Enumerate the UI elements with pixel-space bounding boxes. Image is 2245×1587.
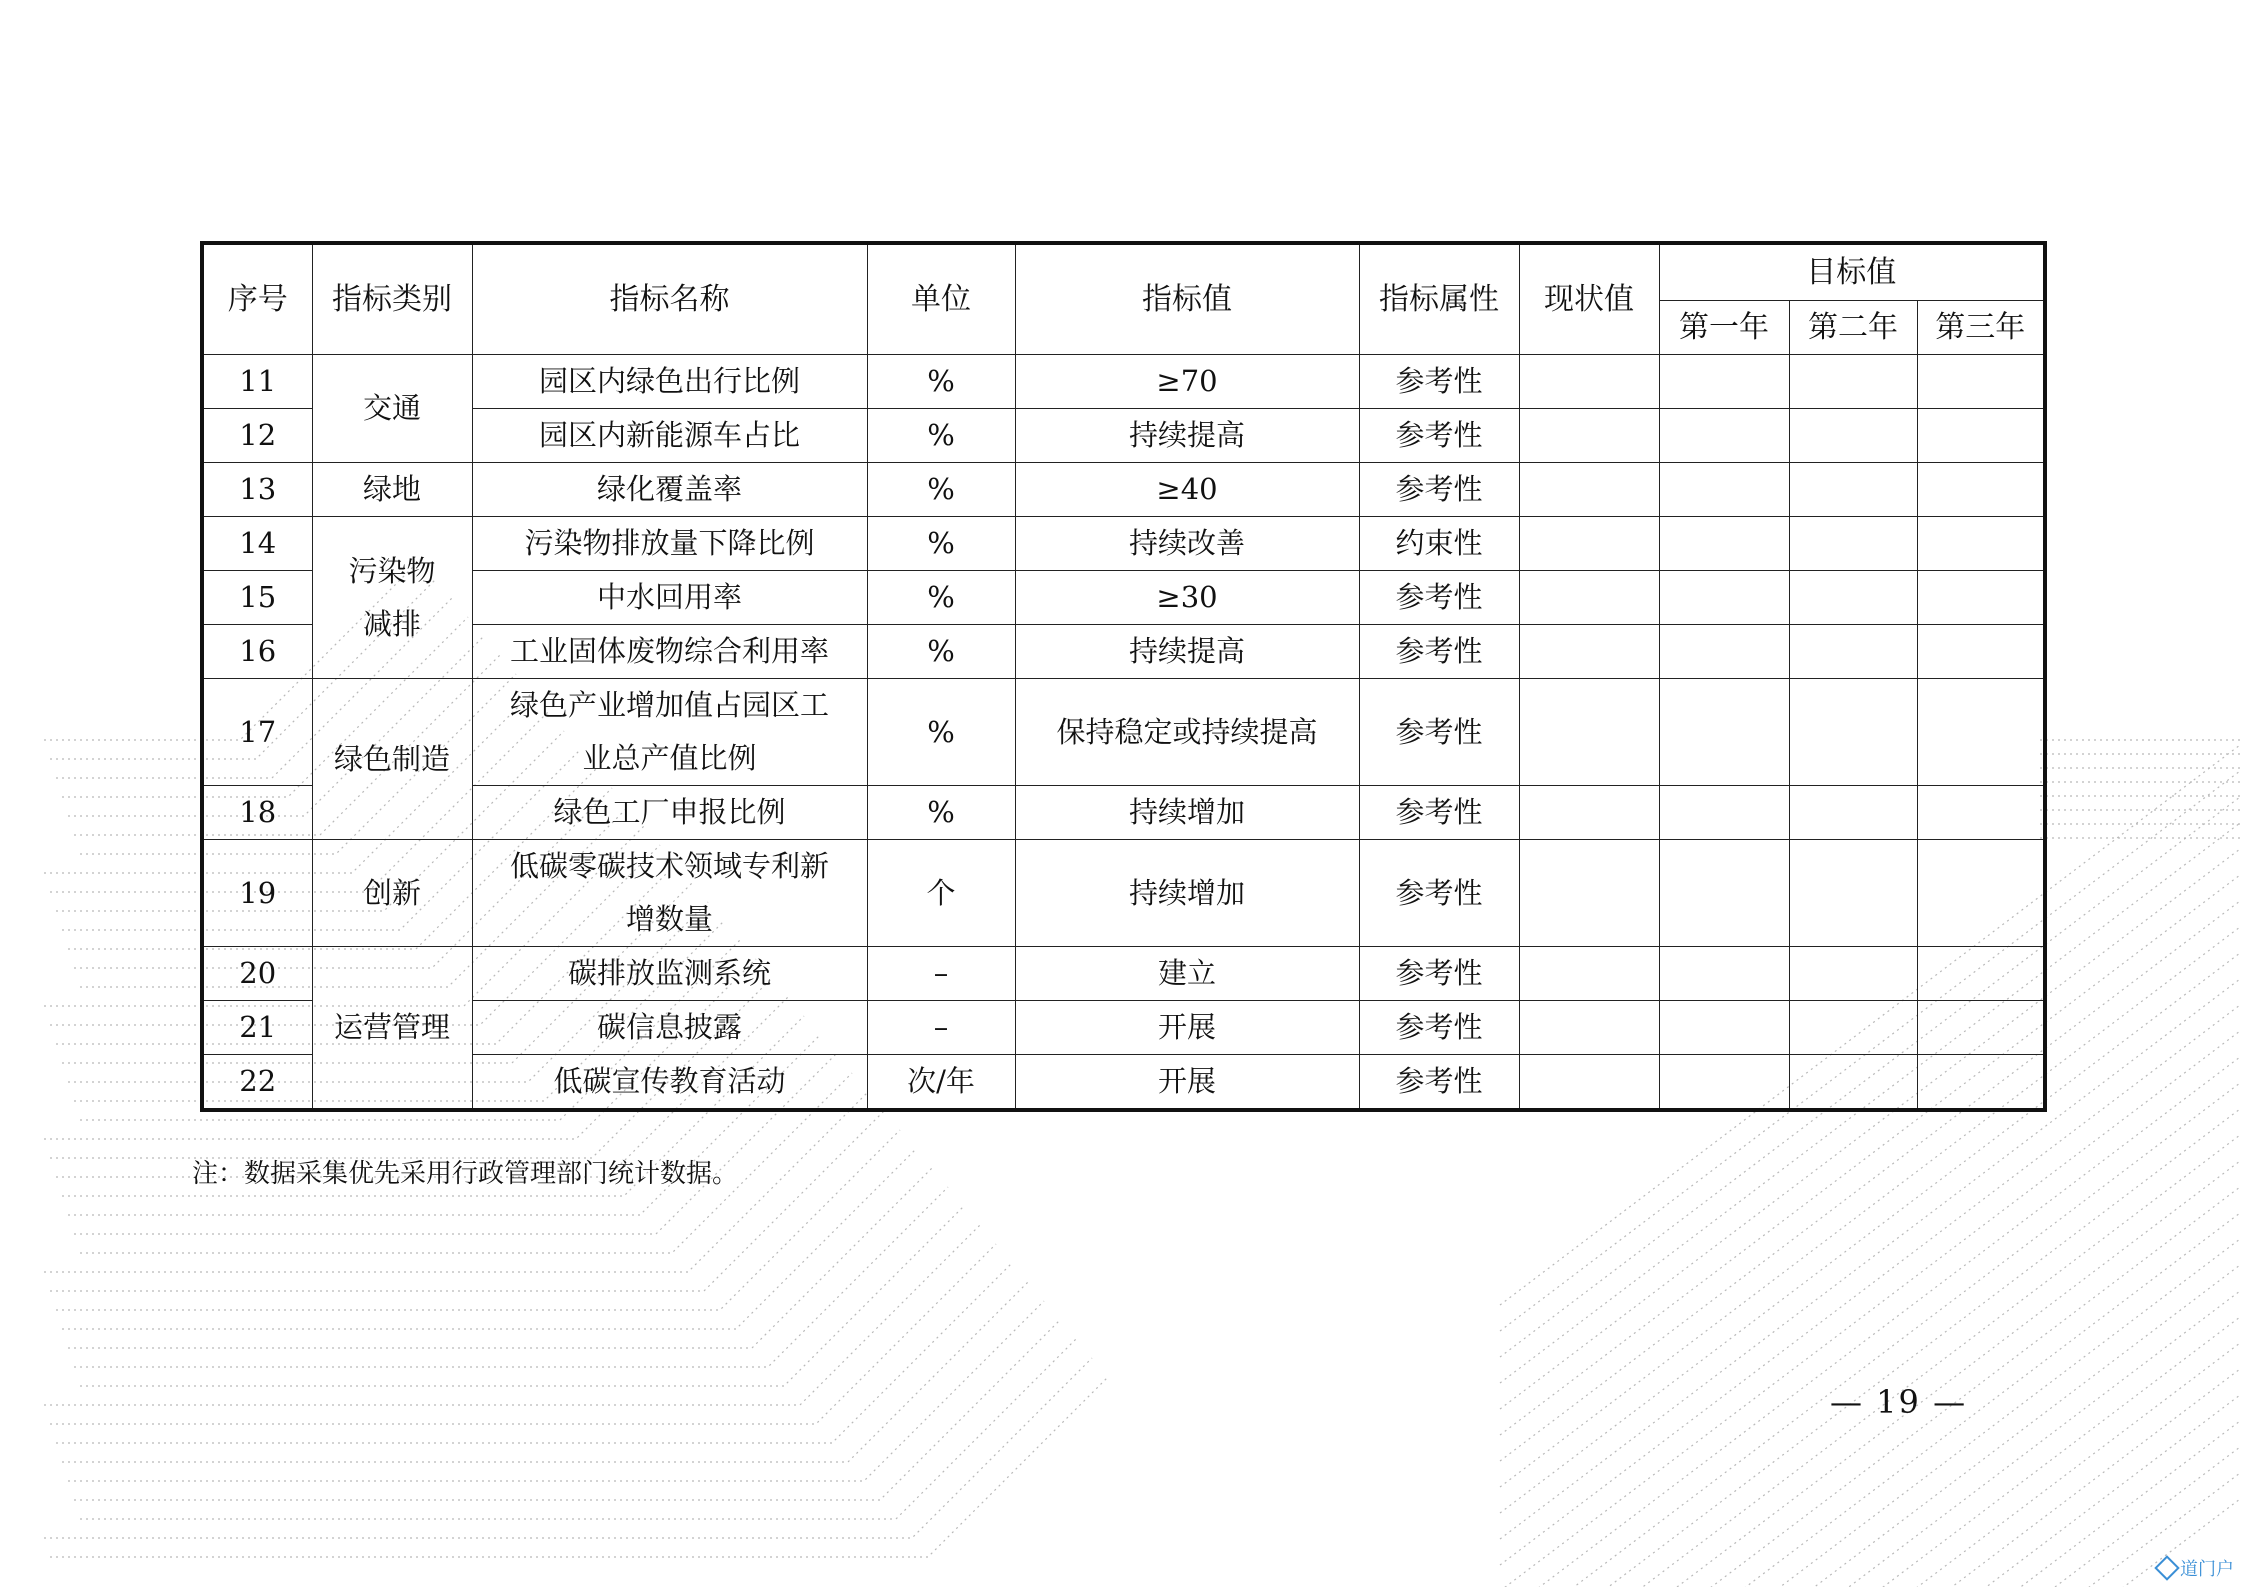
unit-cell: 个 xyxy=(867,840,1015,947)
category-cell: 污染物 减排 xyxy=(312,517,472,679)
value-cell: 持续提高 xyxy=(1015,625,1359,679)
header-name: 指标名称 xyxy=(472,243,867,355)
year2-cell xyxy=(1789,1055,1917,1111)
seq-cell: 14 xyxy=(202,517,312,571)
indicator-table xyxy=(200,241,2047,1112)
seq-cell: 15 xyxy=(202,571,312,625)
seq-cell: 20 xyxy=(202,947,312,1001)
current-cell xyxy=(1519,840,1659,947)
value-cell: 持续增加 xyxy=(1015,840,1359,947)
unit-cell: % xyxy=(867,625,1015,679)
year2-cell xyxy=(1789,947,1917,1001)
year2-cell xyxy=(1789,679,1917,786)
unit-cell: 次/年 xyxy=(867,1055,1015,1111)
year2-cell xyxy=(1789,355,1917,409)
name-cell: 工业固体废物综合利用率 xyxy=(472,625,867,679)
indicator-table-wrapper xyxy=(200,241,2043,1112)
header-attribute: 指标属性 xyxy=(1359,243,1519,355)
seq-cell: 19 xyxy=(202,840,312,947)
name-cell: 低碳零碳技术领域专利新 增数量 xyxy=(472,840,867,947)
seq-cell: 21 xyxy=(202,1001,312,1055)
table-row xyxy=(202,625,2045,679)
year1-cell xyxy=(1659,571,1789,625)
seq-cell: 11 xyxy=(202,355,312,409)
header-year3: 第三年 xyxy=(1917,301,2045,355)
year1-cell xyxy=(1659,463,1789,517)
unit-cell: – xyxy=(867,1001,1015,1055)
table-note: 注：数据采集优先采用行政管理部门统计数据。 xyxy=(192,1159,739,1189)
attribute-cell: 参考性 xyxy=(1359,947,1519,1001)
table-row xyxy=(202,463,2045,517)
year3-cell xyxy=(1917,463,2045,517)
logo-text: 道门户 xyxy=(2180,1559,2234,1580)
year2-cell xyxy=(1789,625,1917,679)
unit-cell: % xyxy=(867,409,1015,463)
header-unit: 单位 xyxy=(867,243,1015,355)
value-cell: ≥70 xyxy=(1015,355,1359,409)
value-cell: 建立 xyxy=(1015,947,1359,1001)
category-cell: 交通 xyxy=(312,355,472,463)
attribute-cell: 参考性 xyxy=(1359,786,1519,840)
seq-cell: 18 xyxy=(202,786,312,840)
name-cell: 碳信息披露 xyxy=(472,1001,867,1055)
value-cell: 持续提高 xyxy=(1015,409,1359,463)
year3-cell xyxy=(1917,1001,2045,1055)
value-cell: 持续增加 xyxy=(1015,786,1359,840)
year2-cell xyxy=(1789,409,1917,463)
table-row xyxy=(202,786,2045,840)
attribute-cell: 参考性 xyxy=(1359,625,1519,679)
seq-cell: 12 xyxy=(202,409,312,463)
table-row xyxy=(202,1001,2045,1055)
value-cell: 保持稳定或持续提高 xyxy=(1015,679,1359,786)
attribute-cell: 参考性 xyxy=(1359,463,1519,517)
attribute-cell: 参考性 xyxy=(1359,679,1519,786)
name-cell: 园区内新能源车占比 xyxy=(472,409,867,463)
year1-cell xyxy=(1659,679,1789,786)
name-cell: 绿化覆盖率 xyxy=(472,463,867,517)
year3-cell xyxy=(1917,947,2045,1001)
unit-cell: % xyxy=(867,786,1015,840)
table-row xyxy=(202,1055,2045,1111)
current-cell xyxy=(1519,1055,1659,1111)
unit-cell: – xyxy=(867,947,1015,1001)
year3-cell xyxy=(1917,571,2045,625)
year3-cell xyxy=(1917,409,2045,463)
year3-cell xyxy=(1917,517,2045,571)
seq-cell: 17 xyxy=(202,679,312,786)
current-cell xyxy=(1519,355,1659,409)
year1-cell xyxy=(1659,625,1789,679)
header-target: 目标值 xyxy=(1659,243,2045,301)
name-cell: 中水回用率 xyxy=(472,571,867,625)
table-row xyxy=(202,409,2045,463)
unit-cell: % xyxy=(867,679,1015,786)
name-cell: 绿色工厂申报比例 xyxy=(472,786,867,840)
value-cell: 开展 xyxy=(1015,1055,1359,1111)
year1-cell xyxy=(1659,786,1789,840)
category-cell: 绿地 xyxy=(312,463,472,517)
current-cell xyxy=(1519,625,1659,679)
unit-cell: % xyxy=(867,517,1015,571)
attribute-cell: 参考性 xyxy=(1359,1055,1519,1111)
current-cell xyxy=(1519,786,1659,840)
year1-cell xyxy=(1659,409,1789,463)
current-cell xyxy=(1519,409,1659,463)
table-row xyxy=(202,571,2045,625)
year2-cell xyxy=(1789,1001,1917,1055)
current-cell xyxy=(1519,517,1659,571)
value-cell: ≥30 xyxy=(1015,571,1359,625)
header-year2: 第二年 xyxy=(1789,301,1917,355)
page-number: — 19 — xyxy=(1830,1383,1968,1421)
year1-cell xyxy=(1659,840,1789,947)
value-cell: ≥40 xyxy=(1015,463,1359,517)
year1-cell xyxy=(1659,517,1789,571)
year2-cell xyxy=(1789,786,1917,840)
table-row xyxy=(202,517,2045,571)
attribute-cell: 参考性 xyxy=(1359,840,1519,947)
table-row xyxy=(202,840,2045,947)
year1-cell xyxy=(1659,1001,1789,1055)
current-cell xyxy=(1519,463,1659,517)
category-cell: 创新 xyxy=(312,840,472,947)
current-cell xyxy=(1519,679,1659,786)
header-seq: 序号 xyxy=(202,243,312,355)
year3-cell xyxy=(1917,679,2045,786)
attribute-cell: 参考性 xyxy=(1359,355,1519,409)
name-cell: 低碳宣传教育活动 xyxy=(472,1055,867,1111)
diamond-logo-icon xyxy=(2154,1555,2179,1580)
current-cell xyxy=(1519,571,1659,625)
attribute-cell: 约束性 xyxy=(1359,517,1519,571)
year3-cell xyxy=(1917,625,2045,679)
year1-cell xyxy=(1659,1055,1789,1111)
header-current: 现状值 xyxy=(1519,243,1659,355)
value-cell: 开展 xyxy=(1015,1001,1359,1055)
name-cell: 污染物排放量下降比例 xyxy=(472,517,867,571)
current-cell xyxy=(1519,947,1659,1001)
year3-cell xyxy=(1917,786,2045,840)
year2-cell xyxy=(1789,571,1917,625)
seq-cell: 22 xyxy=(202,1055,312,1111)
year2-cell xyxy=(1789,517,1917,571)
year3-cell xyxy=(1917,1055,2045,1111)
unit-cell: % xyxy=(867,355,1015,409)
attribute-cell: 参考性 xyxy=(1359,571,1519,625)
attribute-cell: 参考性 xyxy=(1359,409,1519,463)
unit-cell: % xyxy=(867,463,1015,517)
value-cell: 持续改善 xyxy=(1015,517,1359,571)
year1-cell xyxy=(1659,947,1789,1001)
attribute-cell: 参考性 xyxy=(1359,1001,1519,1055)
seq-cell: 16 xyxy=(202,625,312,679)
year1-cell xyxy=(1659,355,1789,409)
year3-cell xyxy=(1917,840,2045,947)
category-cell: 运营管理 xyxy=(312,947,472,1111)
category-cell: 绿色制造 xyxy=(312,679,472,840)
header-value: 指标值 xyxy=(1015,243,1359,355)
header-category: 指标类别 xyxy=(312,243,472,355)
unit-cell: % xyxy=(867,571,1015,625)
header-year1: 第一年 xyxy=(1659,301,1789,355)
watermark-logo xyxy=(2158,1555,2234,1581)
year3-cell xyxy=(1917,355,2045,409)
name-cell: 碳排放监测系统 xyxy=(472,947,867,1001)
name-cell: 园区内绿色出行比例 xyxy=(472,355,867,409)
seq-cell: 13 xyxy=(202,463,312,517)
table-row xyxy=(202,355,2045,409)
year2-cell xyxy=(1789,463,1917,517)
table-row xyxy=(202,679,2045,786)
year2-cell xyxy=(1789,840,1917,947)
current-cell xyxy=(1519,1001,1659,1055)
table-row xyxy=(202,947,2045,1001)
name-cell: 绿色产业增加值占园区工 业总产值比例 xyxy=(472,679,867,786)
